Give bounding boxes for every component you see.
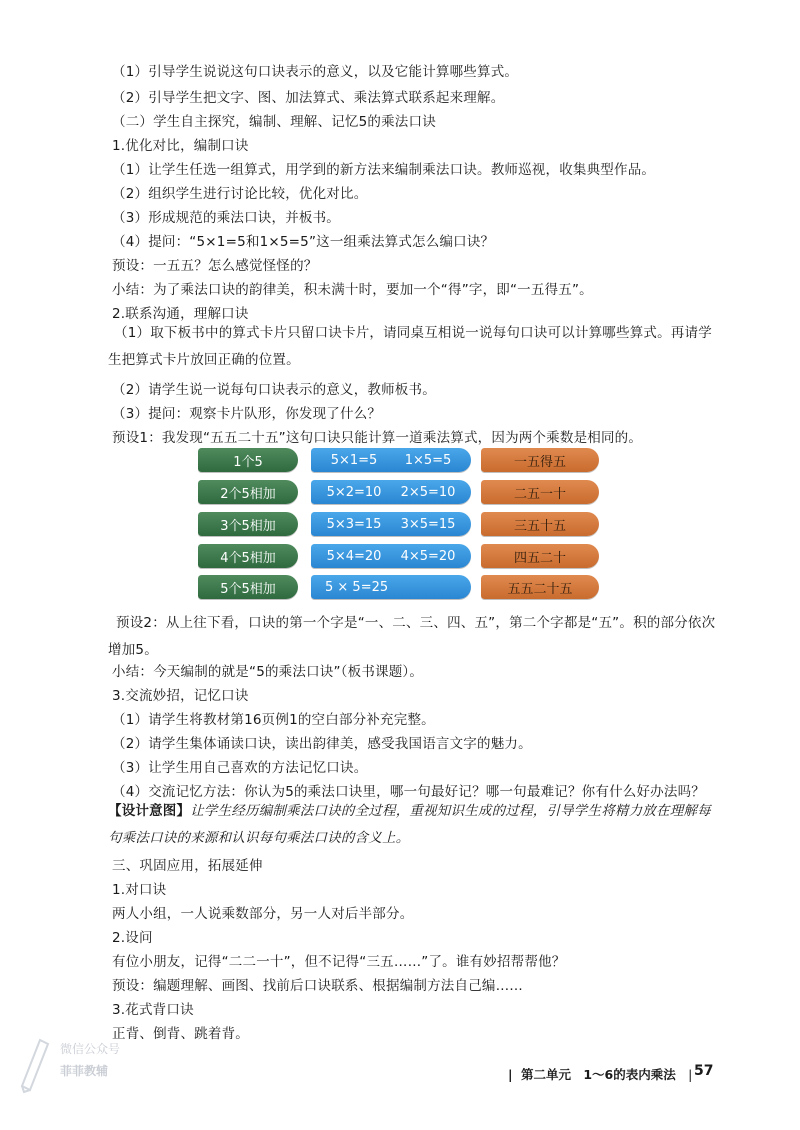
subsection-heading: 1.对口诀: [112, 882, 167, 898]
meaning-card: 1个5: [198, 448, 298, 472]
text-line: （4）提问：“5×1=5和1×5=5”这一组乘法算式怎么编口诀？: [112, 234, 495, 250]
equation-text: 5 × 5=25: [325, 579, 389, 595]
text-line: （3）形成规范的乘法口诀，并板书。: [112, 210, 340, 226]
text-line: 预设1：我发现“五五二十五”这句口诀只能计算一道乘法算式，因为两个乘数是相同的。: [112, 430, 643, 446]
text-line: （2）引导学生把文字、图、加法算式、乘法算式联系起来理解。: [112, 90, 505, 106]
subsection-heading: 2.设问: [112, 930, 153, 946]
rhyme-card: 五五二十五: [481, 575, 599, 599]
meaning-card: 4个5相加: [198, 544, 298, 568]
text-line: （2）组织学生进行讨论比较，优化对比。: [112, 186, 368, 202]
rhyme-card: 二五一十: [481, 480, 599, 504]
text-line: 有位小朋友，记得“二二一十”，但不记得“三五……”了。谁有妙招帮帮他？: [112, 954, 566, 970]
text-line: 预设：一五五？怎么感觉怪怪的？: [112, 258, 318, 274]
watermark: [14, 1030, 134, 1100]
text-line: （3）让学生用自己喜欢的方法记忆口诀。: [112, 760, 368, 776]
footer-unit: 第二单元: [520, 1067, 571, 1082]
text-line: （4）交流记忆方法：你认为5的乘法口诀里，哪一句最好记？哪一句最难记？你有什么好办法吗？: [112, 784, 705, 800]
equation-text: 5×4=20: [326, 548, 382, 564]
text-line: 小结：为了乘法口诀的韵律美，积未满十时，要加一个“得”字，即“一五得五”。: [112, 282, 593, 298]
text-line: （1）请学生将教材第16页例1的空白部分补充完整。: [112, 712, 435, 728]
equation-card: [311, 512, 471, 536]
subsection-heading: 3.花式背口诀: [112, 1002, 194, 1018]
section-heading: （二）学生自主探究，编制、理解、记忆5的乘法口诀: [112, 114, 436, 130]
watermark-line: 菲菲教辅: [60, 1064, 109, 1078]
equation-text: 3×5=15: [400, 516, 456, 532]
section-heading: 三、巩固应用，拓展延伸: [112, 858, 263, 874]
text-paragraph: 预设2：从上往下看，口诀的第一个字是“一、二、三、四、五”，第二个字都是“五”。积的部分依次增加5。: [108, 615, 716, 658]
subsection-heading: 2.联系沟通，理解口诀: [112, 306, 249, 322]
rhyme-card: 一五得五: [481, 448, 599, 472]
text-line: （2）请学生集体诵读口诀，读出韵律美，感受我国语言文字的魅力。: [112, 736, 532, 752]
equation-text: 2×5=10: [400, 484, 456, 500]
text-line: （1）让学生任选一组算式，用学到的新方法来编制乘法口诀。教师巡视，收集典型作品。: [112, 162, 656, 178]
pencil-icon: [14, 1034, 54, 1094]
design-intent-paragraph: [108, 798, 716, 852]
meaning-card: 5个5相加: [198, 575, 298, 599]
equation-text: 1×5=5: [404, 452, 452, 468]
meaning-card: 3个5相加: [198, 512, 298, 536]
footer-separator: |: [508, 1067, 513, 1082]
text-paragraph: （1）取下板书中的算式卡片只留口诀卡片，请同桌互相说一说每句口诀可以计算哪些算式。再请学生把算式卡片放回正确的位置。: [108, 325, 712, 368]
text-line: 预设：编题理解、画图、找前后口诀联系、根据编制方法自己编……: [112, 978, 523, 994]
footer-chapter: 1～6的表内乘法: [583, 1067, 676, 1082]
equation-text: 4×5=20: [400, 548, 456, 564]
page-number: 57: [694, 1063, 714, 1079]
text-line: 两人小组，一人说乘数部分，另一人对后半部分。: [112, 906, 414, 922]
subsection-heading: 3.交流妙招，记忆口诀: [112, 688, 249, 704]
equation-text: 5×2=10: [326, 484, 382, 500]
text-line: （1）引导学生说说这句口诀表示的意义，以及它能计算哪些算式。: [112, 64, 519, 80]
watermark-line: 微信公众号: [60, 1042, 121, 1056]
footer-separator: |: [688, 1067, 693, 1082]
equation-card: [311, 448, 471, 472]
design-intent-text: 让学生经历编制乘法口诀的全过程，重视知识生成的过程，引导学生将精力放在理解每句乘法口诀的来源和认识每句乘法口诀的含义上。: [108, 803, 711, 846]
text-line: 小结：今天编制的就是“5的乘法口诀”（板书课题）。: [112, 664, 424, 680]
rhyme-card: 四五二十: [481, 544, 599, 568]
rhyme-card: 三五十五: [481, 512, 599, 536]
text-line: 正背、倒背、跳着背。: [112, 1026, 249, 1042]
text-line: （2）请学生说一说每句口诀表示的意义，教师板书。: [112, 382, 436, 398]
text-line: （3）提问：观察卡片队形，你发现了什么？: [112, 406, 382, 422]
equation-card: [311, 480, 471, 504]
page-footer: [508, 1065, 700, 1083]
equation-text: 5×3=15: [326, 516, 382, 532]
subsection-heading: 1.优化对比，编制口诀: [112, 138, 249, 154]
equation-card: [311, 544, 471, 568]
equation-text: 5×1=5: [330, 452, 378, 468]
meaning-card: 2个5相加: [198, 480, 298, 504]
equation-card: [311, 575, 471, 599]
design-intent-label: 【设计意图】: [108, 803, 191, 819]
